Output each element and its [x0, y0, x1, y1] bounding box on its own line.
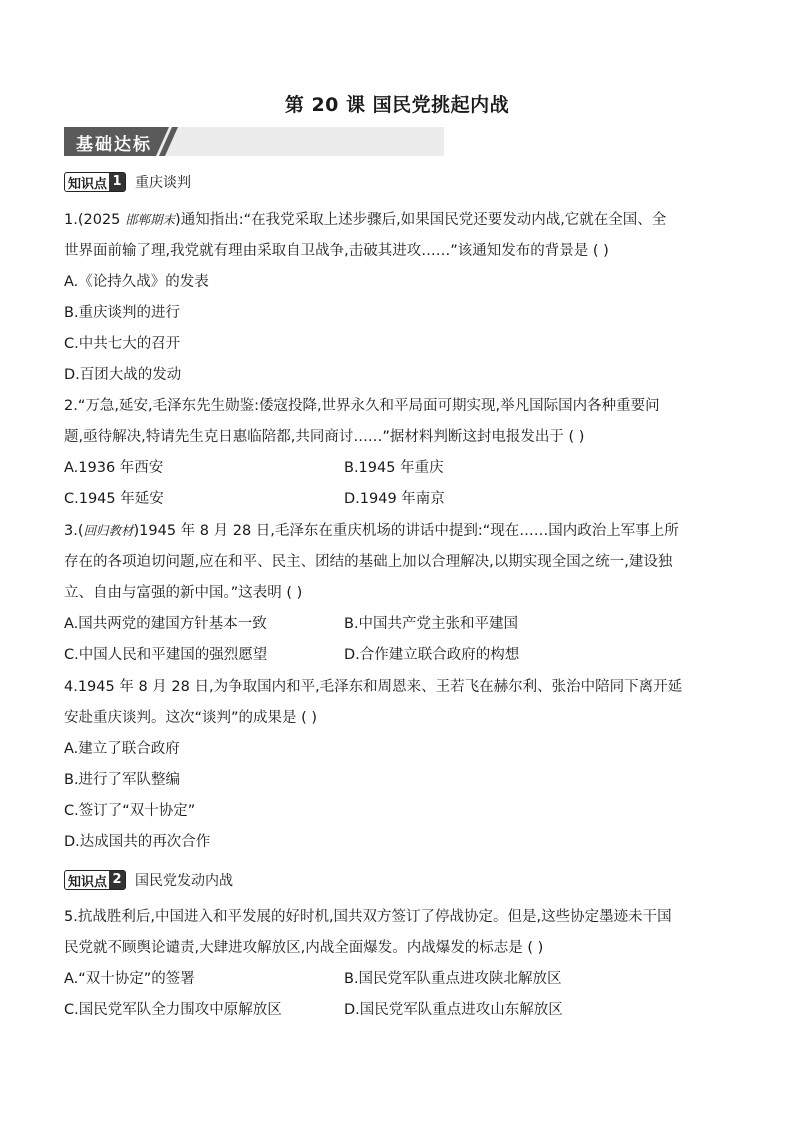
question-2-option-b: B.1945 年重庆: [344, 460, 444, 476]
knowledge-point-badge: [64, 172, 126, 192]
question-2-line-2: 题,亟待解决,特请先生克日惠临陪都,共同商讨……”据材料判断这封电报发出于 ( ): [64, 429, 585, 445]
question-source: 回归教材: [83, 523, 134, 538]
question-2-line-1: 2.“万急,延安,毛泽东先生勋鉴:倭寇投降,世界永久和平局面可期实现,举凡国际国内各种重要问: [64, 398, 660, 414]
question-number: 1.(2025: [64, 212, 126, 228]
question-2-option-a: A.1936 年西安: [64, 460, 164, 476]
question-4-option-d: D.达成国共的再次合作: [64, 834, 211, 850]
knowledge-point-badge: [64, 870, 126, 890]
question-5-option-b: B.国民党军队重点进攻陕北解放区: [344, 971, 562, 987]
knowledge-point-label: 知识点: [68, 176, 108, 192]
question-1-line-2: 世界面前输了理,我党就有理由采取自卫战争,击破其进攻……”该通知发布的背景是 ( ): [64, 243, 609, 259]
question-4-option-b: B.进行了军队整编: [64, 772, 181, 788]
question-5-option-a: A.“双十协定”的签署: [64, 971, 195, 987]
knowledge-point-label: 知识点: [68, 874, 108, 890]
question-3-option-b: B.中国共产党主张和平建国: [344, 616, 519, 632]
question-text: )通知指出:“在我党采取上述步骤后,如果国民党还要发动内战,它就在全国、全: [175, 212, 667, 228]
question-1-option-d: D.百团大战的发动: [64, 367, 182, 383]
knowledge-point-number: 1: [109, 173, 125, 191]
question-text: )1945 年 8 月 28 日,毛泽东在重庆机场的讲话中提到:“现在……国内政治上军事上所: [133, 523, 679, 539]
question-source: 邯郸期末: [125, 212, 176, 227]
question-5-option-c: C.国民党军队全力围攻中原解放区: [64, 1002, 282, 1018]
question-number: 3.(: [64, 523, 84, 539]
question-1-option-c: C.中共七大的召开: [64, 336, 181, 352]
question-3-line-3: 立、自由与富强的新中国。”这表明 ( ): [64, 585, 303, 601]
question-3-line-1: [64, 521, 734, 541]
question-4-option-a: A.建立了联合政府: [64, 741, 180, 757]
knowledge-point-2: [64, 870, 233, 890]
question-3-option-c: C.中国人民和平建国的强烈愿望: [64, 647, 268, 663]
question-5-line-2: 民党就不顾舆论谴责,大肆进攻解放区,内战全面爆发。内战爆发的标志是 ( ): [64, 940, 544, 956]
question-4-line-1: 4.1945 年 8 月 28 日,为争取国内和平,毛泽东和周恩来、王若飞在赫尔利、张治中陪同下离开延: [64, 679, 683, 695]
knowledge-point-title: 重庆谈判: [135, 175, 192, 191]
section-banner: [64, 127, 444, 156]
question-3-option-a: A.国共两党的建国方针基本一致: [64, 616, 267, 632]
question-4-line-2: 安赴重庆谈判。这次“谈判”的成果是 ( ): [64, 710, 318, 726]
page-title: 第 20 课 国民党挑起内战: [284, 94, 510, 116]
question-2-option-d: D.1949 年南京: [344, 491, 445, 507]
knowledge-point-title: 国民党发动内战: [135, 873, 234, 889]
question-4-option-c: C.签订了“双十协定”: [64, 803, 196, 819]
question-1-option-b: B.重庆谈判的进行: [64, 305, 181, 321]
question-1-line-1: [64, 210, 734, 230]
banner-label: 基础达标: [76, 135, 152, 155]
knowledge-point-1: [64, 172, 191, 192]
question-5-option-d: D.国民党军队重点进攻山东解放区: [344, 1002, 563, 1018]
question-1-option-a: A.《论持久战》的发表: [64, 274, 209, 290]
question-2-option-c: C.1945 年延安: [64, 491, 164, 507]
knowledge-point-number: 2: [109, 871, 125, 889]
question-5-line-1: 5.抗战胜利后,中国进入和平发展的好时机,国共双方签订了停战协定。但是,这些协定墨迹未干国: [64, 909, 672, 925]
question-3-option-d: D.合作建立联合政府的构想: [344, 647, 520, 663]
question-3-line-2: 存在的各项迫切问题,应在和平、民主、团结的基础上加以合理解决,以期实现全国之统一,建设独: [64, 554, 673, 570]
